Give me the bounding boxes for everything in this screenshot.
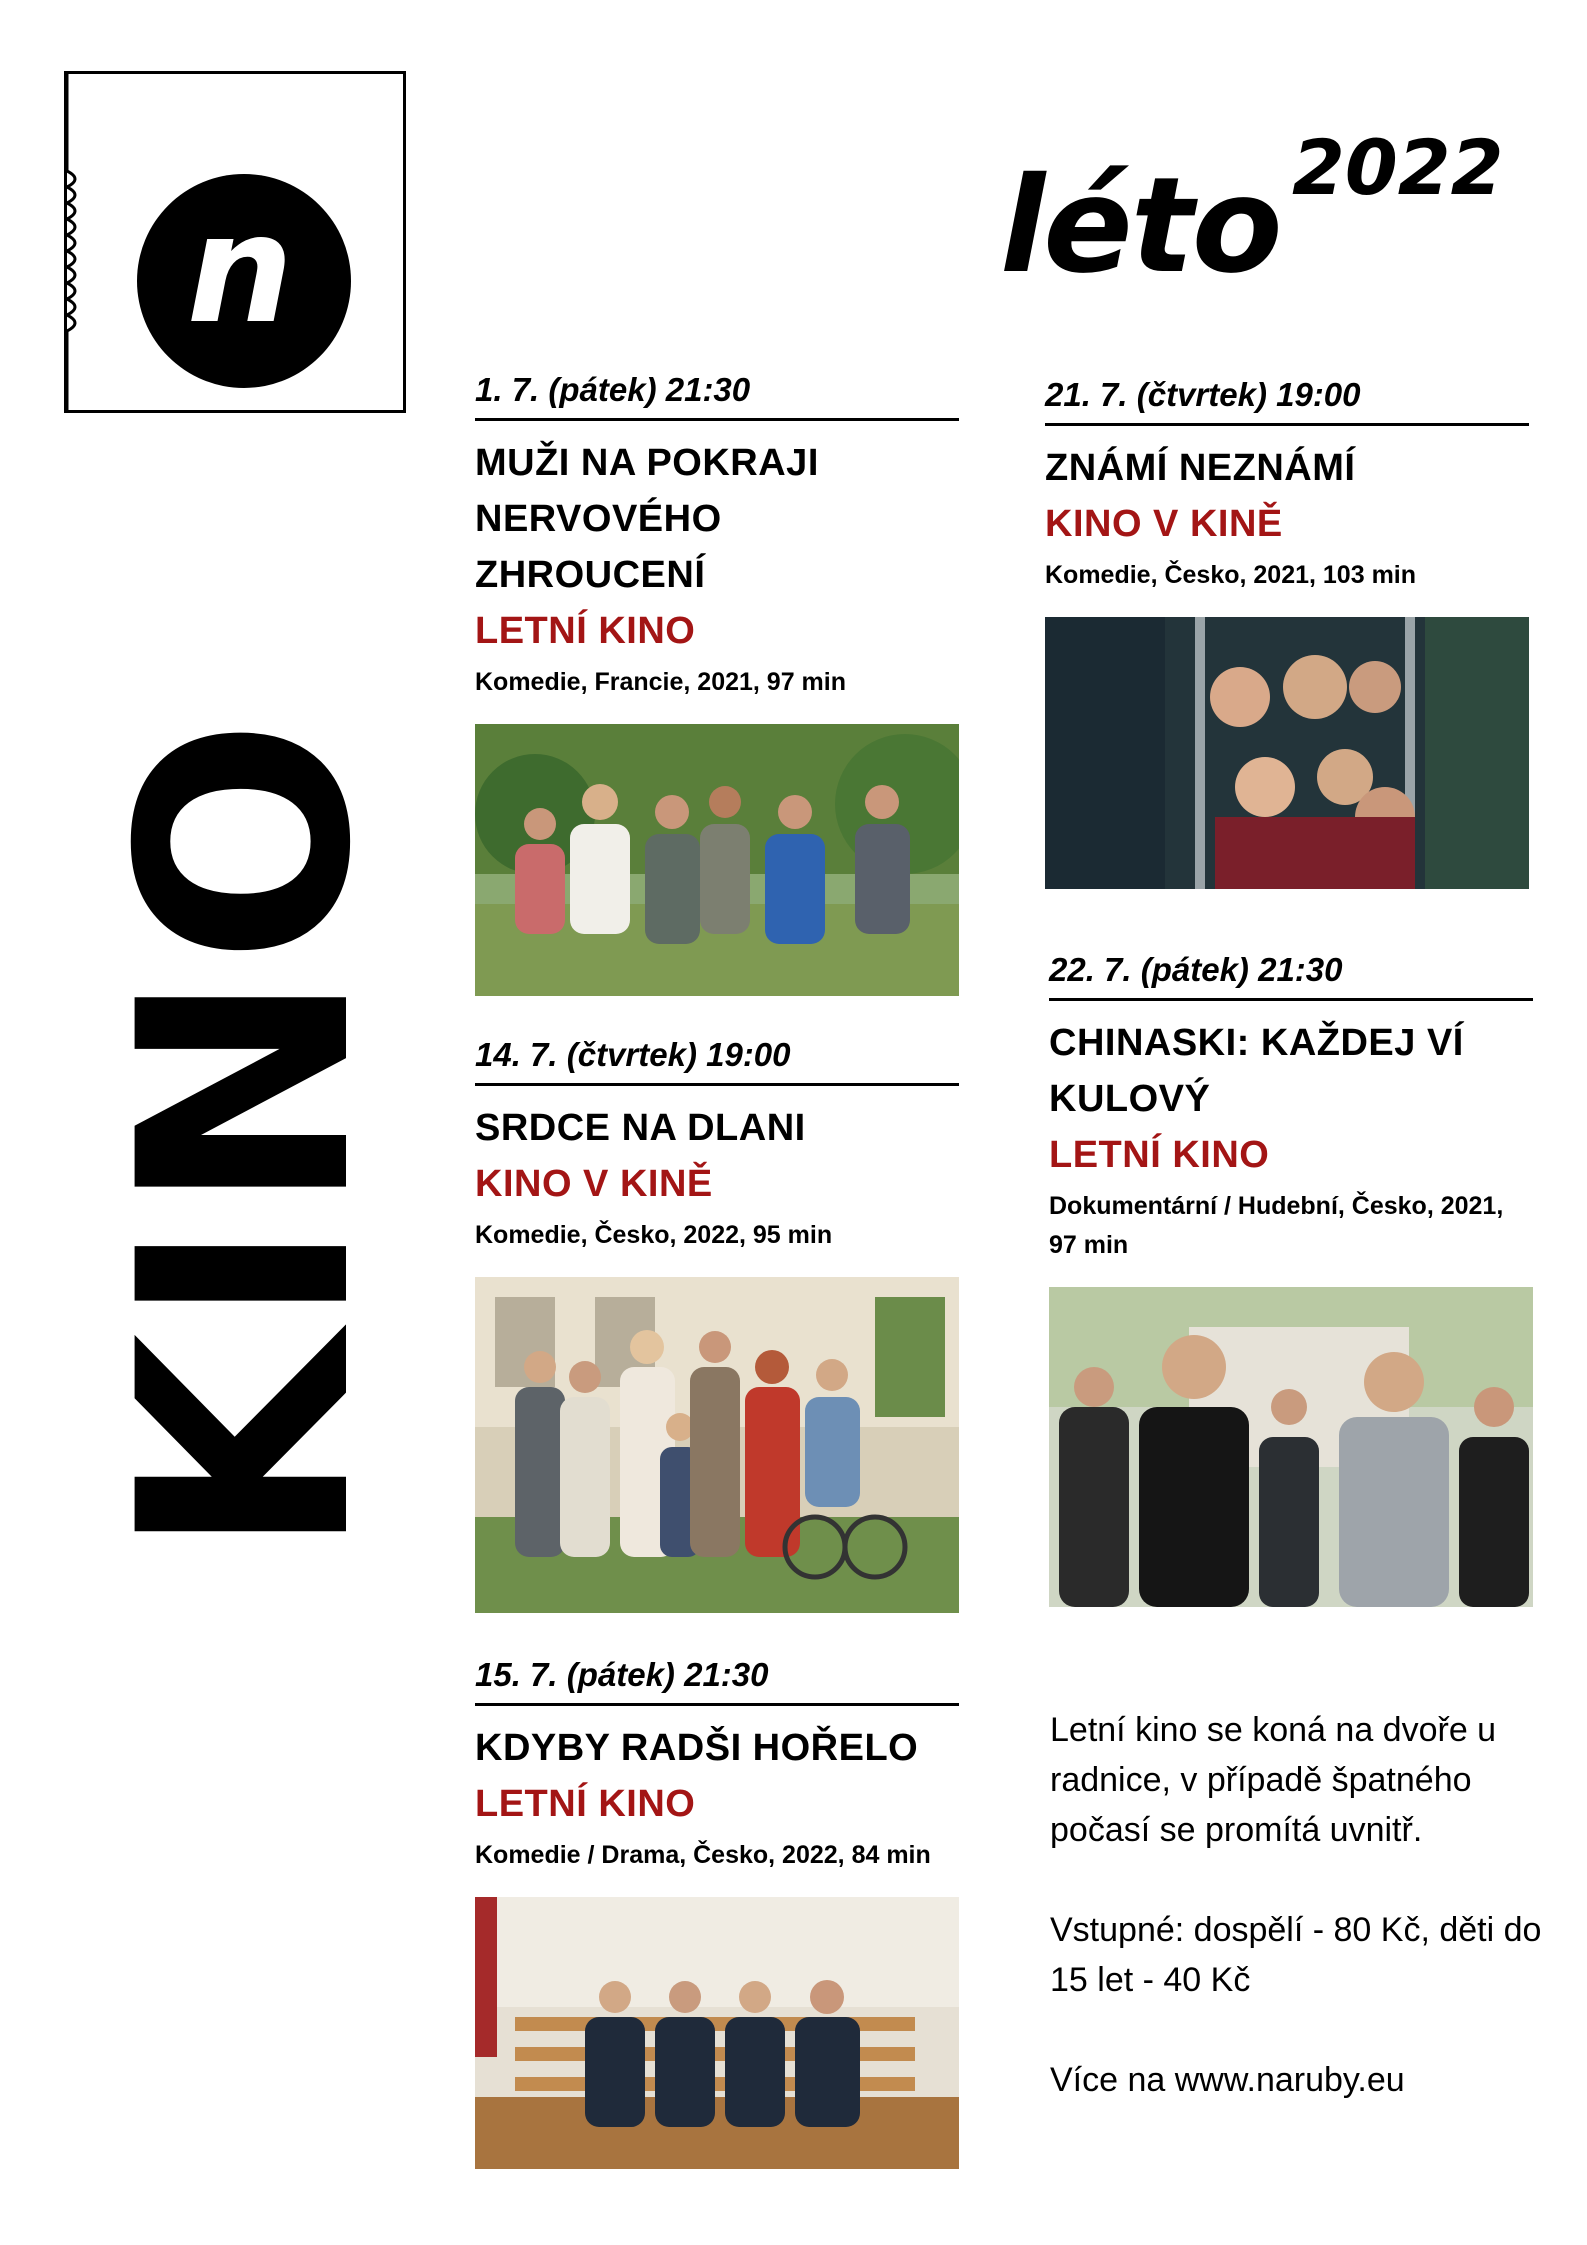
film-meta: Komedie, Česko, 2021, 103 min <box>1045 561 1417 589</box>
section-title-wrapper <box>77 712 415 1558</box>
film-date: 1. 7. (pátek) 21:30 <box>475 371 751 408</box>
info-block <box>1050 1705 1570 2155</box>
film-title: KDYBY RADŠI HOŘELO <box>475 1727 919 1769</box>
film-meta: Dokumentární / Hudební, Česko, 2021, 97 min <box>1049 1192 1504 1259</box>
logo-circle <box>137 174 351 388</box>
film-photo <box>475 724 959 996</box>
film-venue: LETNÍ KINO <box>475 610 696 652</box>
film-photo <box>475 1277 959 1613</box>
film-date: 21. 7. (čtvrtek) 19:00 <box>1045 376 1361 413</box>
film-card <box>475 1655 959 2169</box>
venue-note: Letní kino se koná na dvoře u radnice, v případě špatného počasí se promítá uvnitř. <box>1050 1711 1497 1849</box>
film-venue: KINO V KINĚ <box>475 1163 713 1205</box>
film-photo <box>1049 1287 1533 1607</box>
film-date: 15. 7. (pátek) 21:30 <box>475 1656 769 1693</box>
logo <box>64 71 406 413</box>
film-venue: LETNÍ KINO <box>475 1783 696 1825</box>
season-title: léto <box>1000 149 1281 303</box>
film-venue: KINO V KINĚ <box>1045 503 1283 545</box>
film-photo <box>475 1897 959 2169</box>
film-meta: Komedie / Drama, Česko, 2022, 84 min <box>475 1841 931 1869</box>
film-card <box>475 370 959 996</box>
film-photo <box>1045 617 1529 889</box>
ticket-prices: Vstupné: dospělí - 80 Kč, děti do 15 let - 40 Kč <box>1050 1911 1542 1999</box>
divider <box>475 1703 959 1706</box>
film-title: MUŽI NA POKRAJI NERVOVÉHO ZHROUCENÍ <box>475 442 819 596</box>
film-card <box>1049 950 1533 1607</box>
film-title: SRDCE NA DLANI <box>475 1107 806 1149</box>
film-meta: Komedie, Francie, 2021, 97 min <box>475 668 846 696</box>
website-link[interactable]: Více na www.naruby.eu <box>1050 2061 1405 2099</box>
divider <box>475 1083 959 1086</box>
film-card <box>1045 375 1529 889</box>
divider <box>1045 423 1529 426</box>
season-year: 2022 <box>1292 123 1504 212</box>
film-venue: LETNÍ KINO <box>1049 1134 1270 1176</box>
film-meta: Komedie, Česko, 2022, 95 min <box>475 1221 833 1249</box>
section-title: KINO <box>77 712 415 1558</box>
film-card <box>475 1035 959 1613</box>
film-title: CHINASKI: KAŽDEJ VÍ KULOVÝ <box>1049 1022 1464 1120</box>
film-title: ZNÁMÍ NEZNÁMÍ <box>1045 447 1356 489</box>
divider <box>1049 998 1533 1001</box>
film-date: 14. 7. (čtvrtek) 19:00 <box>475 1036 791 1073</box>
film-date: 22. 7. (pátek) 21:30 <box>1049 951 1343 988</box>
divider <box>475 418 959 421</box>
logo-letter: n <box>186 183 294 357</box>
stamp-edge-decoration <box>64 71 94 413</box>
